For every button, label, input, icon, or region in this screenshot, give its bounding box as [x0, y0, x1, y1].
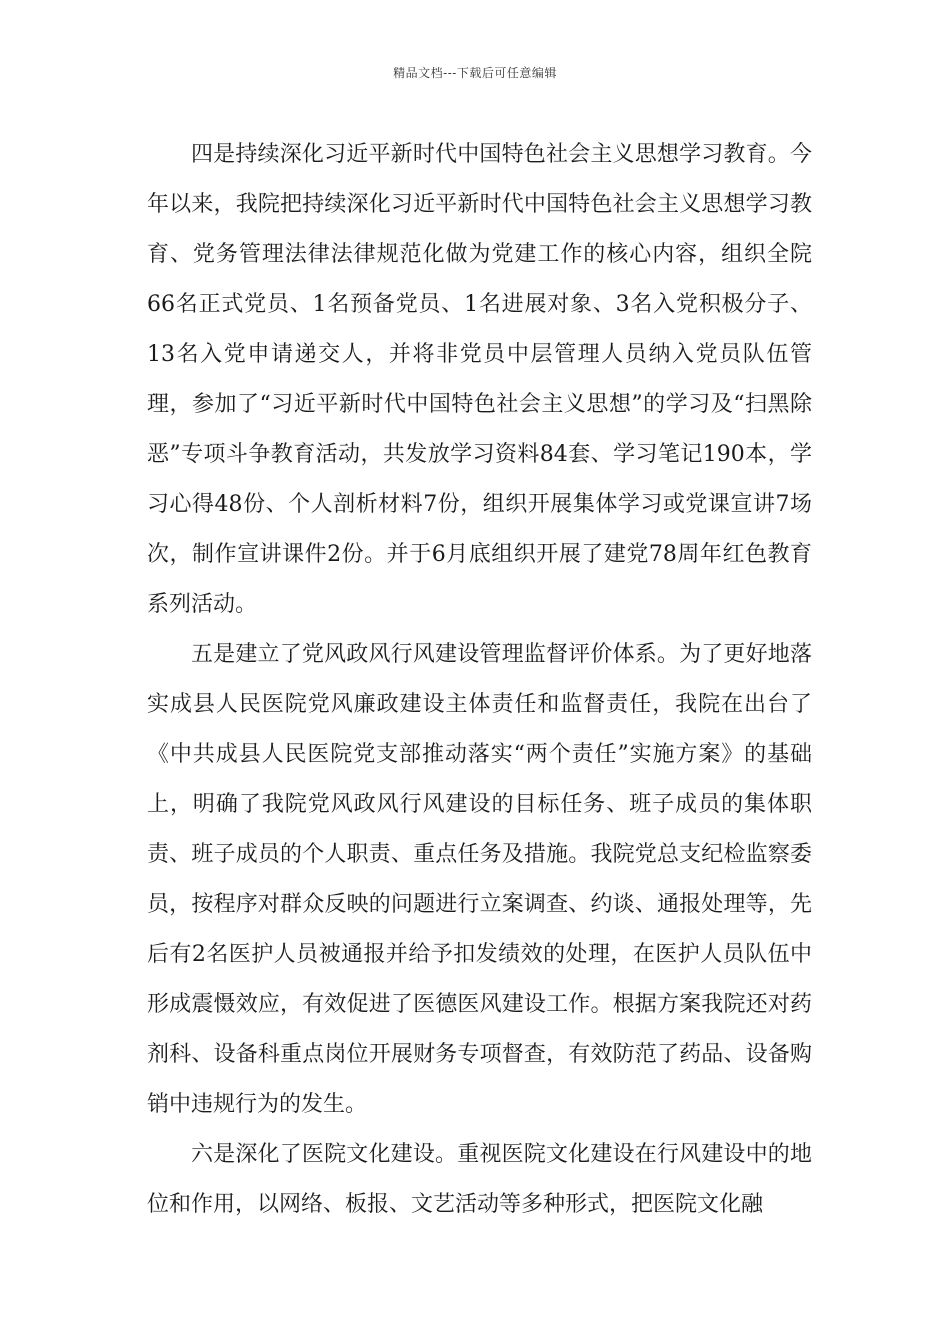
paragraph-5: 五是建立了党风政风行风建设管理监督评价体系。为了更好地落实成县人民医院党风廉政建设主体责任和监督责任，我院在出台了《中共成县人民医院党支部推动落实“两个责任”实施方案》的基础上，明确了我院党风政风行风建设的目标任务、班子成员的集体职责、班子成员的个人职责、重点任务及措施。我院党总支纪检监察委员，按程序对群众反映的问题进行立案调查、约谈、通报处理等，先后有2名医护人员被通报并给予扣发绩效的处理，在医护人员队伍中形成震慑效应，有效促进了医德医风建设工作。根据方案我院还对药剂科、设备科重点岗位开展财务专项督查，有效防范了药品、设备购销中违规行为的发生。	[147, 642, 812, 1117]
paragraph-6: 六是深化了医院文化建设。重视医院文化建设在行风建设中的地位和作用，以网络、板报、文艺活动等多种形式，把医院文化融	[147, 1142, 812, 1217]
paragraph-4: 四是持续深化习近平新时代中国特色社会主义思想学习教育。今年以来，我院把持续深化习近平新时代中国特色社会主义思想学习教育、党务管理法律法律规范化做为党建工作的核心内容，组织全院66名正式党员、1名预备党员、1名进展对象、3名入党积极分子、13名入党申请递交人，并将非党员中层管理人员纳入党员队伍管理，参加了“习近平新时代中国特色社会主义思想”的学习及“扫黑除恶”专项斗争教育活动，共发放学习资料84套、学习笔记190本，学习心得48份、个人剖析材料7份，组织开展集体学习或党课宣讲7场次，制作宣讲课件2份。并于6月底组织开展了建党78周年红色教育系列活动。	[147, 142, 812, 617]
page-header: 精品文档---下载后可任意编辑	[393, 66, 557, 80]
document-body	[147, 130, 812, 1230]
